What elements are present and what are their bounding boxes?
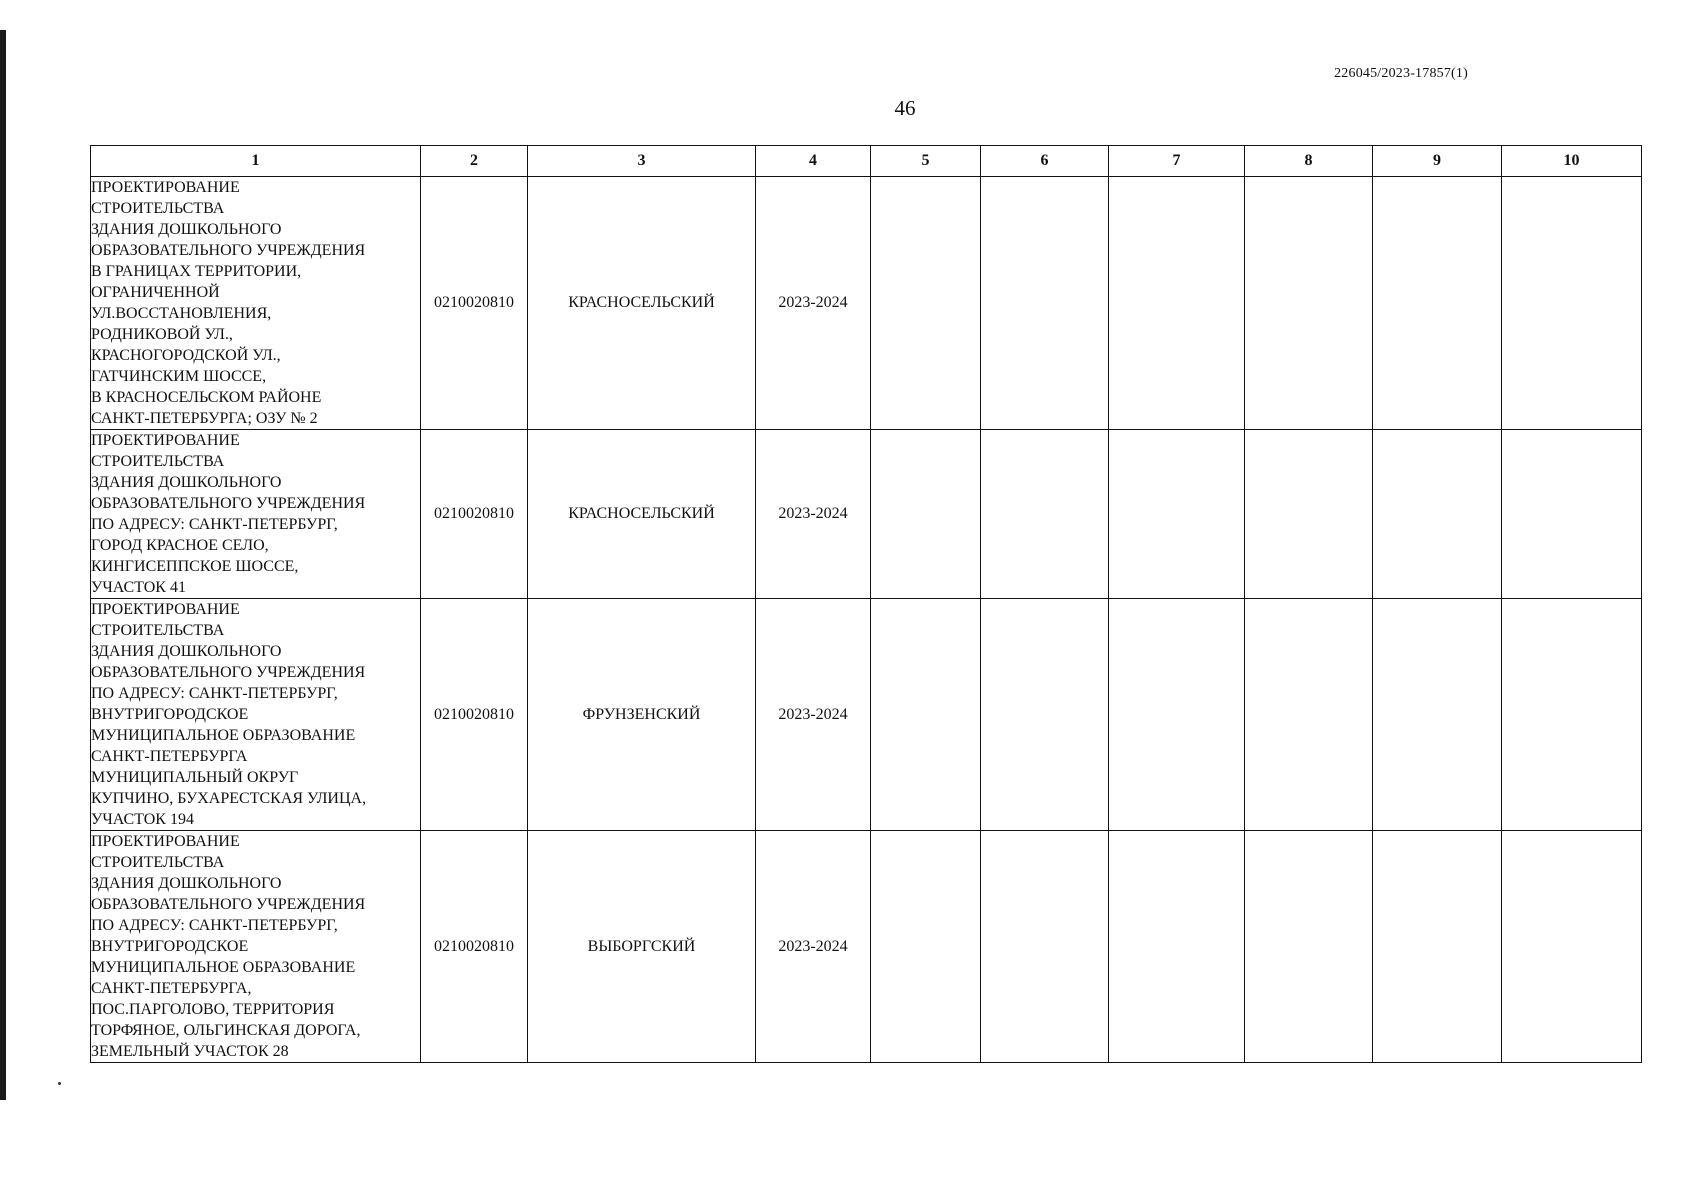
project-name-line: ОБРАЗОВАТЕЛЬНОГО УЧРЕЖДЕНИЯ: [91, 896, 366, 913]
empty-cell: [1502, 430, 1642, 599]
project-name-line: ПРОЕКТИРОВАНИЕ: [91, 833, 240, 850]
empty-cell: [1109, 177, 1245, 430]
empty-cell: [1245, 831, 1373, 1063]
project-name-line: САНКТ-ПЕТЕРБУРГА; ОЗУ № 2: [91, 410, 318, 427]
empty-cell: [1373, 430, 1502, 599]
project-name-line: УЛ.ВОССТАНОВЛЕНИЯ,: [91, 305, 272, 322]
project-name-cell: [91, 599, 421, 831]
empty-cell: [1245, 599, 1373, 831]
project-name-line: ПО АДРЕСУ: САНКТ-ПЕТЕРБУРГ,: [91, 685, 338, 702]
project-name-line: ПРОЕКТИРОВАНИЕ: [91, 179, 240, 196]
project-name-line: ТОРФЯНОЕ, ОЛЬГИНСКАЯ ДОРОГА,: [91, 1022, 361, 1039]
project-name-cell: [91, 177, 421, 430]
empty-cell: [871, 430, 981, 599]
empty-cell: [981, 430, 1109, 599]
empty-cell: [1109, 430, 1245, 599]
project-name-line: КИНГИСЕППСКОЕ ШОССЕ,: [91, 558, 299, 575]
project-name-line: КУПЧИНО, БУХАРЕСТСКАЯ УЛИЦА,: [91, 790, 367, 807]
district-cell: КРАСНОСЕЛЬСКИЙ: [528, 177, 756, 430]
scan-edge-artifact: [0, 30, 6, 1100]
project-name-line: ОБРАЗОВАТЕЛЬНОГО УЧРЕЖДЕНИЯ: [91, 664, 366, 681]
project-name-line: РОДНИКОВОЙ УЛ.,: [91, 326, 233, 343]
budget-code-cell: 0210020810: [421, 177, 528, 430]
project-name-line: ОБРАЗОВАТЕЛЬНОГО УЧРЕЖДЕНИЯ: [91, 242, 366, 259]
empty-cell: [1373, 177, 1502, 430]
empty-cell: [1502, 177, 1642, 430]
project-name-line: ЗДАНИЯ ДОШКОЛЬНОГО: [91, 474, 282, 491]
empty-cell: [981, 831, 1109, 1063]
project-name-line: ПО АДРЕСУ: САНКТ-ПЕТЕРБУРГ,: [91, 516, 338, 533]
project-name-line: ОБРАЗОВАТЕЛЬНОГО УЧРЕЖДЕНИЯ: [91, 495, 366, 512]
project-name-line: МУНИЦИПАЛЬНЫЙ ОКРУГ: [91, 769, 299, 786]
table-row: [91, 430, 1642, 599]
column-header-10: 10: [1502, 146, 1642, 177]
data-table: [90, 145, 1642, 1063]
budget-code-cell: 0210020810: [421, 430, 528, 599]
table-row: [91, 177, 1642, 430]
column-header-9: 9: [1373, 146, 1502, 177]
table-row: [91, 599, 1642, 831]
project-name-cell: [91, 831, 421, 1063]
empty-cell: [1502, 599, 1642, 831]
district-cell: ВЫБОРГСКИЙ: [528, 831, 756, 1063]
project-name-line: ЗДАНИЯ ДОШКОЛЬНОГО: [91, 643, 282, 660]
project-name-line: ВНУТРИГОРОДСКОЕ: [91, 706, 249, 723]
project-name-line: МУНИЦИПАЛЬНОЕ ОБРАЗОВАНИЕ: [91, 959, 356, 976]
column-header-6: 6: [981, 146, 1109, 177]
project-name-line: В КРАСНОСЕЛЬСКОМ РАЙОНЕ: [91, 389, 322, 406]
table-row: [91, 831, 1642, 1063]
column-header-2: 2: [421, 146, 528, 177]
project-name-line: СТРОИТЕЛЬСТВА: [91, 854, 225, 871]
empty-cell: [1245, 430, 1373, 599]
page-number: 46: [894, 96, 916, 120]
project-name-line: КРАСНОГОРОДСКОЙ УЛ.,: [91, 347, 281, 364]
project-name-line: САНКТ-ПЕТЕРБУРГА,: [91, 980, 252, 997]
project-name-line: В ГРАНИЦАХ ТЕРРИТОРИИ,: [91, 263, 302, 280]
period-cell: 2023-2024: [756, 177, 871, 430]
project-name-line: ПОС.ПАРГОЛОВО, ТЕРРИТОРИЯ: [91, 1001, 335, 1018]
empty-cell: [981, 177, 1109, 430]
project-name-line: ЗДАНИЯ ДОШКОЛЬНОГО: [91, 875, 282, 892]
project-name-line: СТРОИТЕЛЬСТВА: [91, 453, 225, 470]
project-name-line: ПРОЕКТИРОВАНИЕ: [91, 432, 240, 449]
project-name-line: СТРОИТЕЛЬСТВА: [91, 622, 225, 639]
project-name-cell: [91, 430, 421, 599]
district-cell: ФРУНЗЕНСКИЙ: [528, 599, 756, 831]
scan-dot-artifact: [58, 1082, 61, 1085]
budget-code-cell: 0210020810: [421, 831, 528, 1063]
period-cell: 2023-2024: [756, 599, 871, 831]
table-header-row: [91, 146, 1642, 177]
empty-cell: [1373, 831, 1502, 1063]
empty-cell: [871, 831, 981, 1063]
column-header-8: 8: [1245, 146, 1373, 177]
project-name-line: ЗЕМЕЛЬНЫЙ УЧАСТОК 28: [91, 1043, 289, 1060]
district-cell: КРАСНОСЕЛЬСКИЙ: [528, 430, 756, 599]
project-name-line: САНКТ-ПЕТЕРБУРГА: [91, 748, 248, 765]
empty-cell: [871, 599, 981, 831]
document-id: 226045/2023-17857(1): [1334, 66, 1468, 81]
empty-cell: [981, 599, 1109, 831]
period-cell: 2023-2024: [756, 430, 871, 599]
empty-cell: [1109, 599, 1245, 831]
column-header-1: 1: [91, 146, 421, 177]
empty-cell: [1109, 831, 1245, 1063]
column-header-7: 7: [1109, 146, 1245, 177]
column-header-3: 3: [528, 146, 756, 177]
budget-code-cell: 0210020810: [421, 599, 528, 831]
project-name-line: ГАТЧИНСКИМ ШОССЕ,: [91, 368, 267, 385]
column-header-4: 4: [756, 146, 871, 177]
project-name-line: УЧАСТОК 194: [91, 811, 194, 828]
period-cell: 2023-2024: [756, 831, 871, 1063]
project-name-line: ВНУТРИГОРОДСКОЕ: [91, 938, 249, 955]
project-name-line: ПО АДРЕСУ: САНКТ-ПЕТЕРБУРГ,: [91, 917, 338, 934]
project-name-line: ПРОЕКТИРОВАНИЕ: [91, 601, 240, 618]
column-header-5: 5: [871, 146, 981, 177]
empty-cell: [1373, 599, 1502, 831]
project-name-line: ЗДАНИЯ ДОШКОЛЬНОГО: [91, 221, 282, 238]
empty-cell: [871, 177, 981, 430]
project-name-line: УЧАСТОК 41: [91, 579, 186, 596]
project-name-line: ОГРАНИЧЕННОЙ: [91, 284, 220, 301]
empty-cell: [1245, 177, 1373, 430]
project-name-line: ГОРОД КРАСНОЕ СЕЛО,: [91, 537, 269, 554]
empty-cell: [1502, 831, 1642, 1063]
project-name-line: МУНИЦИПАЛЬНОЕ ОБРАЗОВАНИЕ: [91, 727, 356, 744]
project-name-line: СТРОИТЕЛЬСТВА: [91, 200, 225, 217]
